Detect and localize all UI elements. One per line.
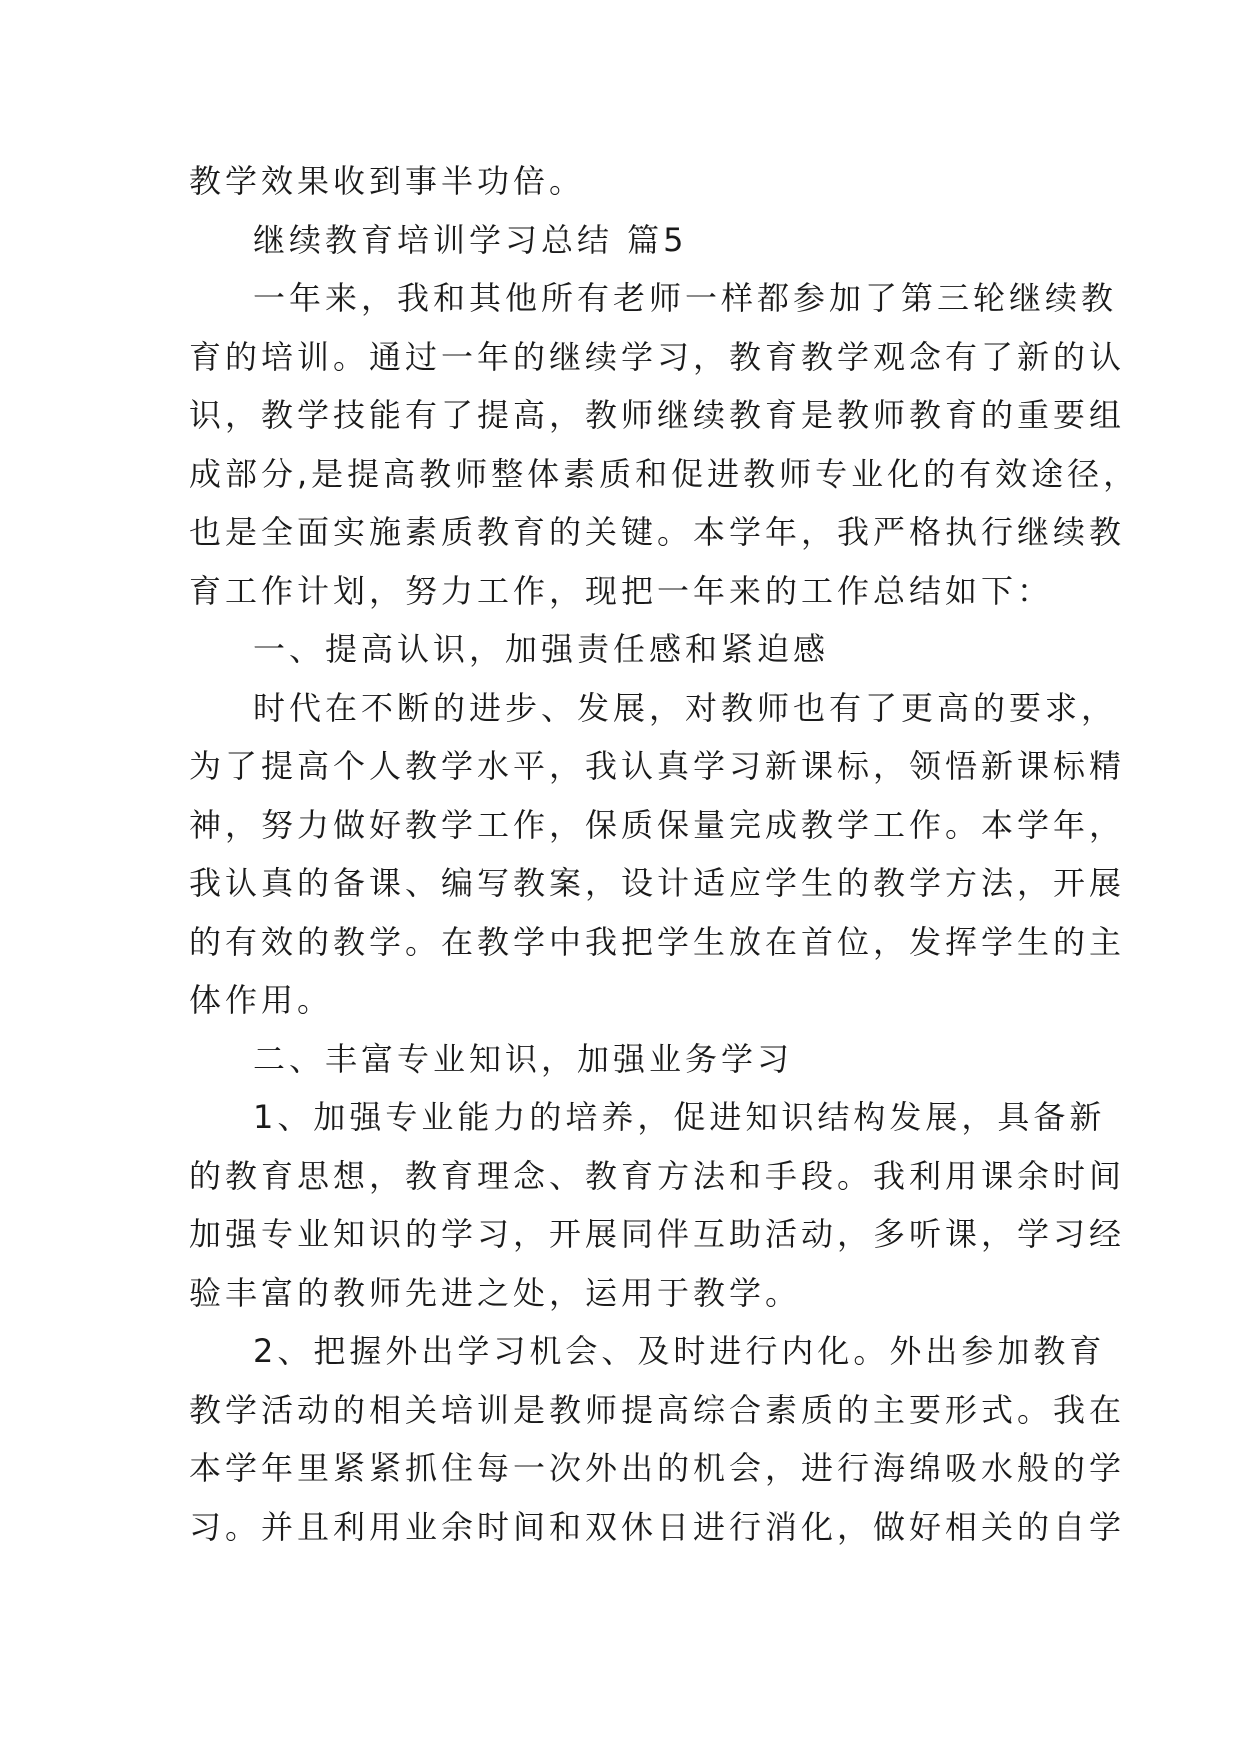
paragraph-line: 时代在不断的进步、发展，对教师也有了更高的要求，: [253, 688, 1118, 727]
paragraph-line: 习。并且利用业余时间和双休日进行消化，做好相关的自学: [189, 1507, 1126, 1546]
paragraph-line: 2、把握外出学习机会、及时进行内化。外出参加教育: [253, 1332, 1106, 1370]
paragraph-line: 育工作计划，努力工作，现把一年来的工作总结如下：: [189, 571, 1054, 610]
paragraph-line: 的有效的教学。在教学中我把学生放在首位，发挥学生的主: [189, 922, 1126, 961]
section-heading: 一、提高认识，加强责任感和紧迫感: [253, 630, 830, 668]
paragraph-line: 本学年里紧紧抓住每一次外出的机会，进行海绵吸水般的学: [189, 1449, 1126, 1487]
paragraph-line: 体作用。: [189, 981, 334, 1019]
section-heading: 二、丰富专业知识，加强业务学习: [253, 1039, 794, 1078]
paragraph-line: 加强专业知识的学习，开展同伴互助活动，多听课，学习经: [189, 1215, 1126, 1253]
paragraph-line: 验丰富的教师先进之处，运用于教学。: [189, 1273, 802, 1312]
paragraph-line: 育的培训。通过一年的继续学习，教育教学观念有了新的认: [189, 337, 1126, 376]
paragraph-line: 神，努力做好教学工作，保质保量完成教学工作。本学年，: [189, 805, 1126, 844]
paragraph-line: 为了提高个人教学水平，我认真学习新课标，领悟新课标精: [189, 747, 1126, 785]
paragraph-line: 也是全面实施素质教育的关键。本学年，我严格执行继续教: [189, 513, 1126, 551]
section-title: 继续教育培训学习总结 篇5: [253, 220, 688, 259]
paragraph-line: 1、加强专业能力的培养，促进知识结构发展，具备新: [253, 1098, 1106, 1136]
paragraph-line: 一年来，我和其他所有老师一样都参加了第三轮继续教: [253, 279, 1118, 317]
paragraph-line: 成部分,是提高教师整体素质和促进教师专业化的有效途径，: [189, 454, 1140, 493]
paragraph-line: 我认真的备课、编写教案，设计适应学生的教学方法，开展: [189, 864, 1126, 902]
paragraph-continuation-line: 教学效果收到事半功倍。: [189, 162, 586, 200]
paragraph-line: 教学活动的相关培训是教师提高综合素质的主要形式。我在: [189, 1390, 1126, 1429]
document-body: [189, 152, 1140, 1556]
paragraph-line: 识，教学技能有了提高，教师继续教育是教师教育的重要组: [189, 396, 1126, 434]
paragraph-line: 的教育思想，教育理念、教育方法和手段。我利用课余时间: [189, 1156, 1126, 1195]
